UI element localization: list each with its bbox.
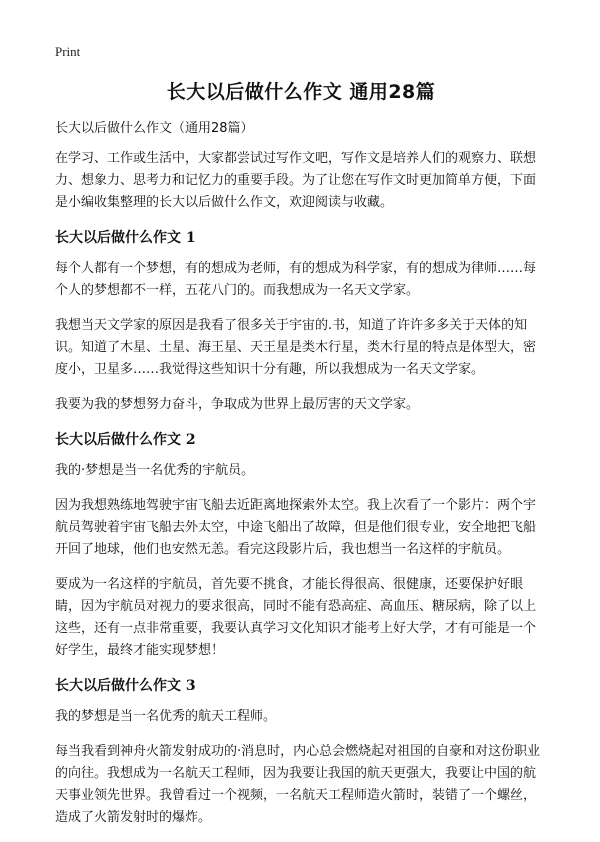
print-link[interactable]: Print bbox=[55, 44, 81, 59]
section-heading: 长大以后做什么作文 1 bbox=[55, 230, 196, 246]
document-title: 长大以后做什么作文 通用28篇 bbox=[166, 81, 436, 103]
document-page bbox=[55, 78, 547, 842]
document-subtitle: 长大以后做什么作文（通用28篇） bbox=[55, 121, 254, 136]
section-paragraph: 每个人都有一个梦想，有的想成为老师，有的想成为科学家，有的想成为律师……每个人的梦想都不一样，五花八门的。而我想成为一名天文学家。 bbox=[55, 261, 537, 298]
section-heading: 长大以后做什么作文 3 bbox=[55, 678, 196, 694]
section-paragraph: 我想当天文学家的原因是我看了很多关于宇宙的.书，知道了许许多多关于天体的知识。知道了木星、土星、海王星、天王星是类木行星，类木行星的特点是体型大，密度小，卫星多……我觉得这些知识十分有趣，所以我想成为一名天文学家。 bbox=[55, 318, 537, 377]
section-paragraph: 我的梦想是当一名优秀的航天工程师。 bbox=[55, 709, 277, 724]
essay-section-3 bbox=[55, 675, 547, 829]
section-paragraph: 我要为我的梦想努力奋斗，争取成为世界上最厉害的天文学家。 bbox=[55, 397, 420, 412]
section-paragraph: 因为我想熟练地驾驶宇宙飞船去近距离地探索外太空。我上次看了一个影片：两个宇航员驾驶着宇宙飞船去外太空，中途飞船出了故障，但是他们很专业，安全地把飞船开回了地球，他们也安然无恙。看完这段影片后，我也想当一名这样的宇航员。 bbox=[55, 498, 537, 557]
intro-paragraph: 在学习、工作或生活中，大家都尝试过写作文吧，写作文是培养人们的观察力、联想力、想象力、思考力和记忆力的重要手段。为了让您在写作文时更加简单方便，下面是小编收集整理的长大以后做什么作文，欢迎阅读与收藏。 bbox=[55, 151, 537, 210]
essay-section-1 bbox=[55, 227, 547, 416]
section-paragraph: 要成为一名这样的宇航员，首先要不挑食，才能长得很高、很健康，还要保护好眼睛，因为宇航员对视力的要求很高，同时不能有恐高症、高血压、糖尿病，除了以上这些，还有一点非常重要，我要认真学习文化知识才能考上好大学，才有可能是一个好学生，最终才能实现梦想！ bbox=[55, 577, 537, 658]
section-paragraph: 我的·梦想是当一名优秀的宇航员。 bbox=[55, 463, 255, 478]
essay-section-2 bbox=[55, 429, 547, 662]
section-paragraph: 每当我看到神舟火箭发射成功的·消息时，内心总会燃烧起对祖国的自豪和对这份职业的向往。我想成为一名航天工程师，因为我要让我国的航天更强大，我要让中国的航天事业领先世界。我曾看过一个视频，一名航天工程师造火箭时，装错了一个螺丝，造成了火箭发射时的爆炸。 bbox=[55, 744, 541, 825]
section-heading: 长大以后做什么作文 2 bbox=[55, 432, 196, 448]
